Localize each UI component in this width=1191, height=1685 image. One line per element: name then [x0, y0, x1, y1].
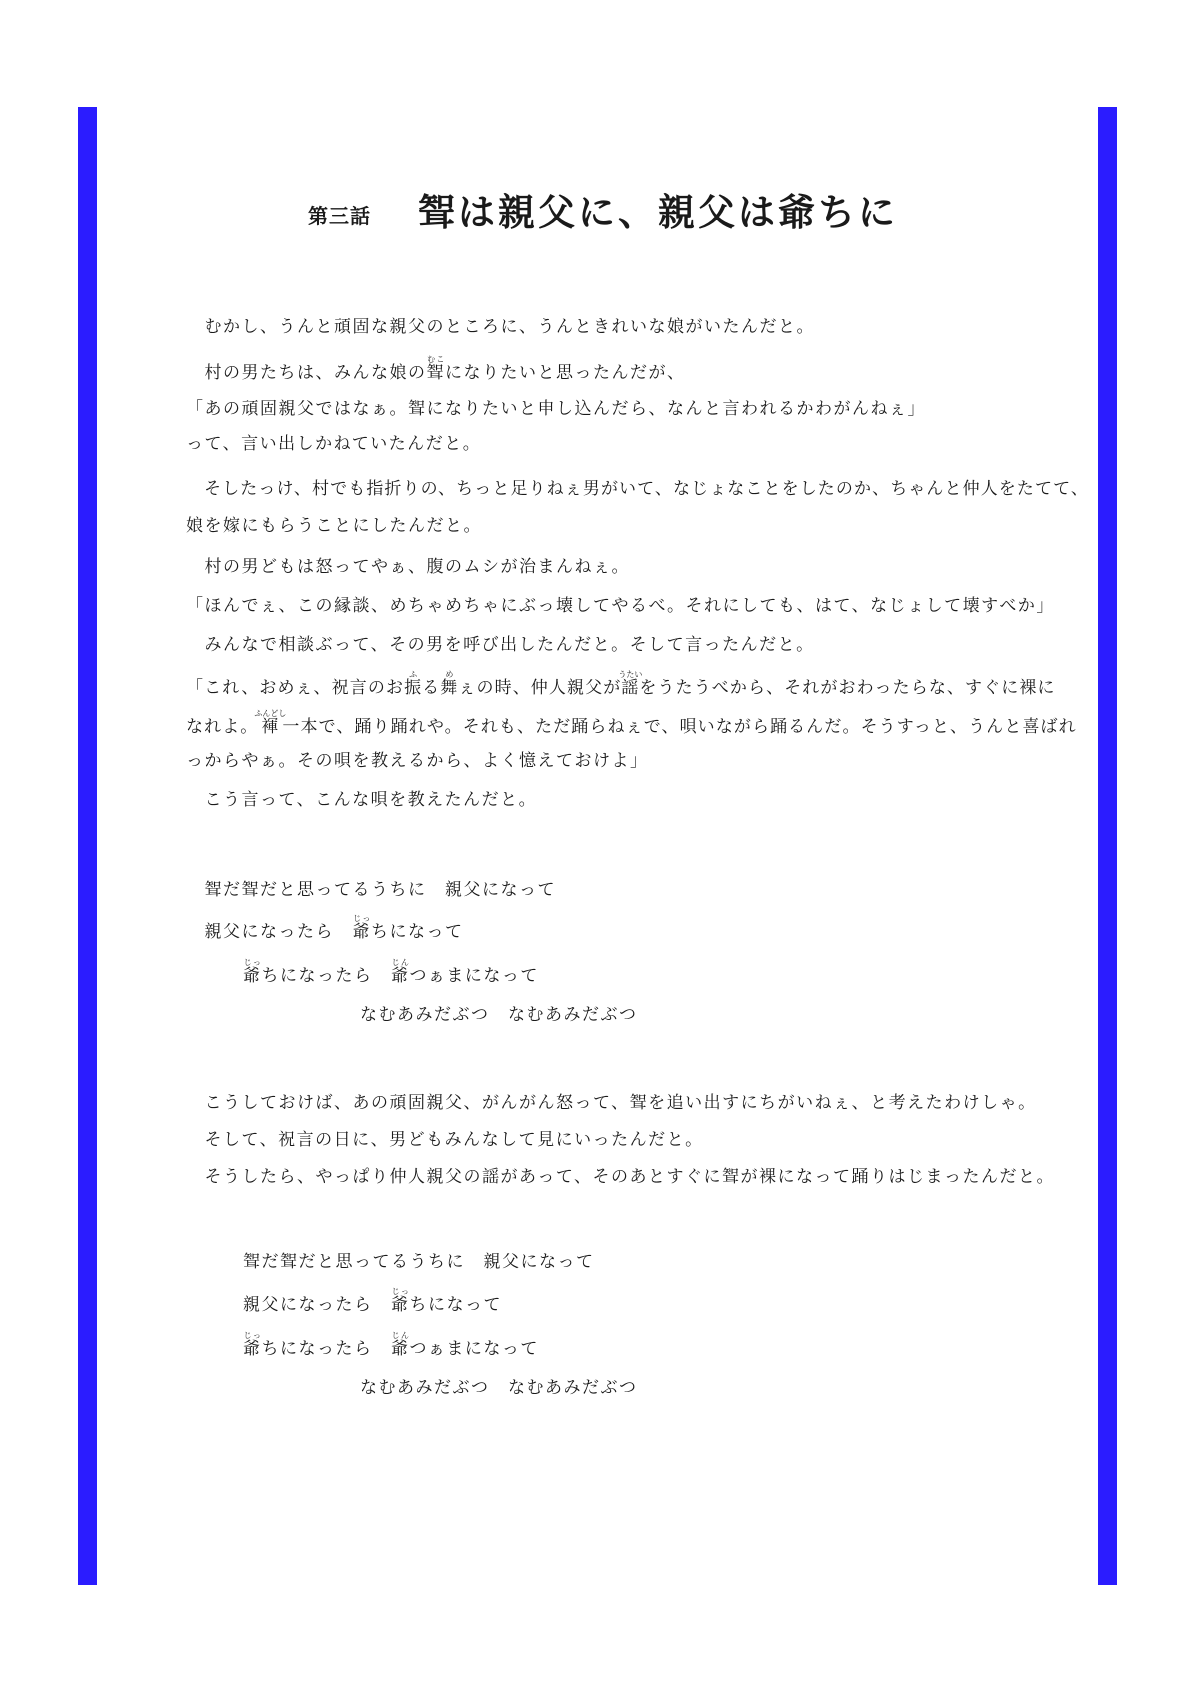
furigana: うたい [618, 670, 643, 679]
song-line: 親父になったら 爺じっちになって [186, 914, 464, 942]
text-line: そうしたら、やっぱり仲人親父の謡があって、そのあとすぐに聟が裸になって踊りはじまったんだと。 [186, 1167, 1055, 1187]
chapter-heading [0, 182, 1191, 242]
ruby-word: 聟むこ [426, 355, 445, 383]
text-line: むかし、うんと頑固な親父のところに、うんときれいな娘がいたんだと。 [186, 317, 815, 337]
song-line: なむあみだぶつ なむあみだぶつ [360, 1005, 638, 1025]
text-line: こう言って、こんな唄を教えたんだと。 [186, 790, 538, 810]
ruby-word: 爺じっ [243, 1331, 262, 1359]
text-line: なれよ。褌ふんどし一本で、踊り踊れや。それも、ただ踊らねぇで、唄いながら踊るんだ。そうすっと、うんと喜ばれ [186, 709, 1077, 737]
chapter-label: 第三話 [308, 204, 371, 228]
furigana: むこ [426, 355, 445, 364]
ruby-word: 振ふ [404, 670, 423, 698]
ruby-word: 褌ふんどし [254, 709, 287, 737]
song-line: 聟だ聟だと思ってるうちに 親父になって [186, 880, 556, 900]
right-border-bar [1098, 107, 1117, 1585]
text-line: って、言い出しかねていたんだと。 [186, 434, 482, 454]
song-line: 親父になったら 爺じっちになって [243, 1287, 502, 1315]
text-line: 娘を嫁にもらうことにしたんだと。 [186, 516, 482, 536]
furigana: ふ [404, 670, 423, 679]
song-line: 聟だ聟だと思ってるうちに 親父になって [243, 1252, 595, 1272]
furigana: じっ [243, 958, 262, 967]
furigana: じっ [243, 1331, 262, 1340]
text-line: っからやぁ。その唄を教えるから、よく憶えておけよ」 [186, 751, 649, 771]
text-line: 村の男どもは怒ってやぁ、腹のムシが治まんねぇ。 [186, 557, 630, 577]
song-line: 爺じっちになったら 爺じんつぁまになって [243, 958, 539, 986]
furigana: じん [391, 1331, 410, 1340]
song-line: 爺じっちになったら 爺じんつぁまになって [243, 1331, 539, 1359]
furigana: ふんどし [254, 709, 287, 718]
ruby-word: 謡うたい [618, 670, 643, 698]
text-line: 「これ、おめぇ、祝言のお振ふる舞めぇの時、仲人親父が謡うたいをうたうべから、それがおわったらな、すぐに裸に [186, 670, 1056, 698]
ruby-word: 爺じっ [352, 914, 371, 942]
furigana: じん [391, 958, 410, 967]
text-line: みんなで相談ぶって、その男を呼び出したんだと。そして言ったんだと。 [186, 635, 815, 655]
ruby-word: 爺じん [391, 958, 410, 986]
song-line: なむあみだぶつ なむあみだぶつ [360, 1378, 638, 1398]
story-title: 聟は親父に、親父は爺ちに [418, 190, 898, 234]
furigana: じっ [391, 1287, 410, 1296]
text-line: そして、祝言の日に、男どもみんなして見にいったんだと。 [186, 1130, 704, 1150]
ruby-word: 舞め [440, 670, 459, 698]
left-border-bar [78, 107, 97, 1585]
ruby-word: 爺じっ [391, 1287, 410, 1315]
text-line: こうしておけば、あの頑固親父、がんがん怒って、聟を追い出すにちがいねぇ、と考えたわけしゃ。 [186, 1093, 1037, 1113]
furigana: じっ [352, 914, 371, 923]
text-line: 「あの頑固親父ではなぁ。聟になりたいと申し込んだら、なんと言われるかわがんねぇ」 [186, 399, 926, 419]
text-line: 村の男たちは、みんな娘の聟むこになりたいと思ったんだが、 [186, 355, 686, 383]
text-line: そしたっけ、村でも指折りの、ちっと足りねぇ男がいて、なじょなことをしたのか、ちゃんと仲人をたてて、 [186, 479, 1089, 499]
ruby-word: 爺じっ [243, 958, 262, 986]
text-line: 「ほんでぇ、この縁談、めちゃめちゃにぶっ壊してやるべ。それにしても、はて、なじょして壊すべか」 [186, 596, 1055, 616]
furigana: め [440, 670, 459, 679]
ruby-word: 爺じん [391, 1331, 410, 1359]
